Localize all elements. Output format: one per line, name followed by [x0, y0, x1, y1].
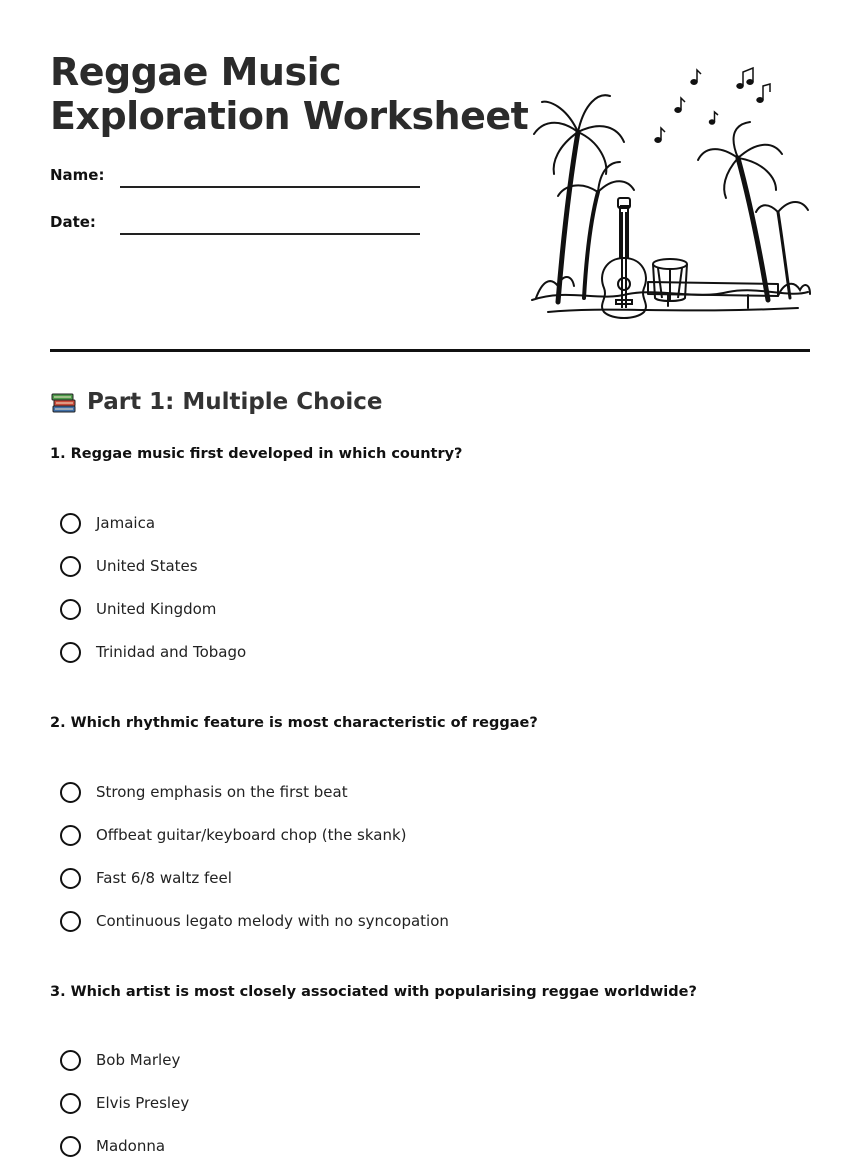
- radio-button[interactable]: [60, 513, 81, 534]
- radio-button[interactable]: [60, 868, 81, 889]
- header-divider: [50, 349, 810, 352]
- option-label: Bob Marley: [96, 1051, 181, 1069]
- option-label: United States: [96, 557, 198, 575]
- reggae-beach-illustration: [528, 62, 812, 324]
- option-label: Elvis Presley: [96, 1094, 190, 1112]
- option-label: Madonna: [96, 1137, 166, 1155]
- radio-button[interactable]: [60, 642, 81, 663]
- option-label: Jamaica: [96, 514, 156, 532]
- option-label: Trinidad and Tobago: [96, 643, 247, 661]
- music-note-icon: [655, 68, 770, 142]
- option-3-1[interactable]: [60, 1047, 180, 1073]
- radio-button[interactable]: [60, 556, 81, 577]
- option-label: Strong emphasis on the first beat: [96, 783, 348, 801]
- palm-tree-icon: [534, 95, 810, 302]
- name-label: Name:: [50, 166, 105, 184]
- option-label: Fast 6/8 waltz feel: [96, 869, 232, 887]
- radio-button[interactable]: [60, 1050, 81, 1071]
- option-2-2[interactable]: [60, 822, 407, 848]
- worksheet-title: [50, 50, 528, 138]
- option-label: Offbeat guitar/keyboard chop (the skank): [96, 826, 407, 844]
- date-label: Date:: [50, 213, 96, 231]
- option-label: Continuous legato melody with no syncopation: [96, 912, 449, 930]
- option-1-4[interactable]: [60, 639, 246, 665]
- books-icon: [50, 388, 78, 416]
- section-title-text: Part 1: Multiple Choice: [87, 389, 383, 415]
- option-2-4[interactable]: [60, 908, 449, 934]
- title-line-1: Reggae Music: [50, 50, 342, 94]
- title-line-2: Exploration Worksheet: [50, 94, 529, 138]
- guitar-icon: [602, 198, 646, 318]
- option-3-2[interactable]: [60, 1090, 189, 1116]
- radio-button[interactable]: [60, 782, 81, 803]
- radio-button[interactable]: [60, 1136, 81, 1157]
- option-label: United Kingdom: [96, 600, 217, 618]
- option-1-2[interactable]: [60, 553, 198, 579]
- radio-button[interactable]: [60, 911, 81, 932]
- radio-button[interactable]: [60, 1093, 81, 1114]
- option-1-1[interactable]: [60, 510, 155, 536]
- radio-button[interactable]: [60, 599, 81, 620]
- option-1-3[interactable]: [60, 596, 216, 622]
- question-1: 1. Reggae music first developed in which country?: [50, 446, 463, 462]
- section-title: [50, 388, 382, 416]
- name-field[interactable]: [120, 186, 420, 188]
- radio-button[interactable]: [60, 825, 81, 846]
- option-2-3[interactable]: [60, 865, 232, 891]
- date-field[interactable]: [120, 233, 420, 235]
- question-2: 2. Which rhythmic feature is most characteristic of reggae?: [50, 715, 538, 731]
- option-3-3[interactable]: [60, 1133, 165, 1159]
- option-2-1[interactable]: [60, 779, 348, 805]
- question-3: 3. Which artist is most closely associated with popularising reggae worldwide?: [50, 984, 697, 1000]
